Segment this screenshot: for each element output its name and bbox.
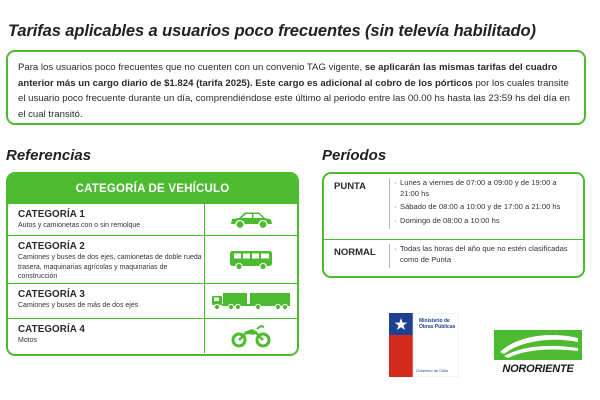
category-row-3 [8, 284, 297, 319]
periods-table [322, 172, 585, 278]
motorcycle-icon [231, 324, 271, 348]
mop-logo [389, 313, 459, 377]
category-name: CATEGORÍA 2 [18, 241, 85, 252]
category-icon-cell [204, 204, 297, 235]
vehicle-category-header: CATEGORÍA DE VEHÍCULO [8, 174, 297, 204]
notice-box [6, 50, 586, 125]
category-icon-cell [204, 236, 297, 283]
category-name: CATEGORÍA 3 [18, 289, 85, 300]
nororiente-emblem-icon [494, 330, 582, 362]
page-title: Tarifas aplicables a usuarios poco frecuentes (sin televía habilitado) [8, 22, 536, 40]
period-row-punta [324, 174, 583, 240]
period-item: · Lunes a viernes de 07:00 a 09:00 y de 19:00 a 21:00 hs [394, 178, 577, 199]
period-row-normal [324, 240, 583, 276]
truck-icon [210, 291, 292, 311]
period-item: · Todas las horas del año que no estén clasificadas como de Punta [394, 244, 577, 265]
category-name: CATEGORÍA 4 [18, 324, 85, 335]
mop-name-line2: Obras Públicas [419, 324, 456, 330]
nororiente-wordmark: NORORIENTE [502, 363, 574, 375]
car-icon [228, 210, 274, 230]
bus-icon [228, 249, 274, 271]
category-description: Autos y camionetas con o sin remolque [18, 222, 141, 229]
category-icon-cell [204, 319, 297, 353]
category-description: Camiones y buses de más de dos ejes [18, 302, 139, 309]
period-label: NORMAL [334, 247, 376, 258]
nororiente-logo [494, 330, 582, 382]
notice-text: Para los usuarios poco frecuentes que no cuenten con un convenio TAG vigente, [18, 62, 365, 73]
vehicle-category-table [6, 172, 299, 356]
period-label: PUNTA [334, 181, 367, 192]
category-name: CATEGORÍA 1 [18, 209, 85, 220]
category-description: Camiones y buses de dos ejes, camionetas de doble rueda trasera, maquinarias agrícolas y maquinarias de construcción [18, 254, 202, 280]
category-row-2 [8, 236, 297, 284]
period-items [389, 244, 577, 268]
category-row-1 [8, 204, 297, 236]
category-row-4 [8, 319, 297, 353]
period-items [389, 178, 577, 229]
notice-text-end: por los cuales transite el usuario poco frecuente durante un día, comprendiéndose este último al periodo entre las 00.00 hs hasta las 23:59 hs del día en el cual transitó. [18, 77, 571, 120]
notice-bold-text: se aplicarán las mismas tarifas del cuadro anterior más un cargo diario de $1.824 (tarifa 2025). Este cargo es adicional al cobro de los pórticos [18, 62, 558, 89]
category-description: Motos [18, 337, 38, 344]
periodos-title: Períodos [322, 147, 387, 164]
period-item: · Domingo de 08:00 a 10:00 hs [394, 216, 577, 227]
referencias-title: Referencias [6, 147, 92, 164]
category-icon-cell [204, 284, 297, 318]
period-item: · Sábado de 08:00 a 10:00 y de 17:00 a 21:00 hs [394, 202, 577, 213]
mop-name-line1: Ministerio de [419, 318, 450, 324]
mop-footer: Gobierno de Chile [416, 368, 449, 373]
